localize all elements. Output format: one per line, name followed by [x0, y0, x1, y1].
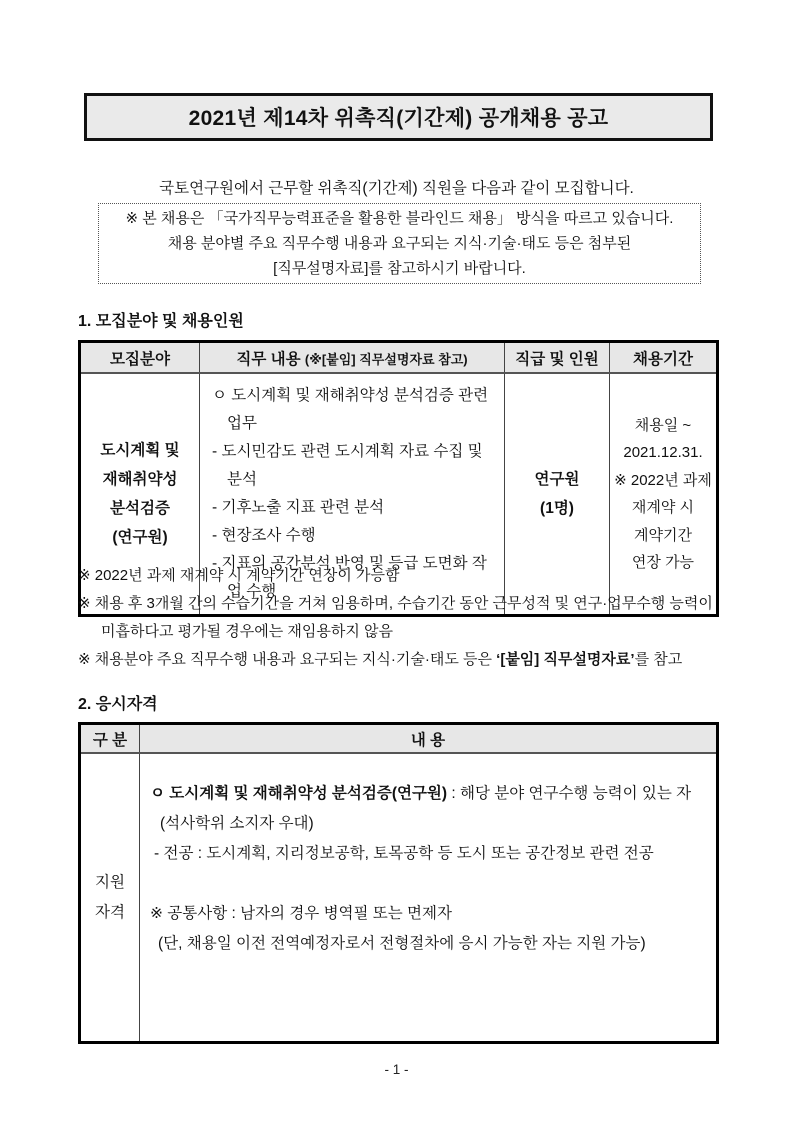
- qualification-item-bold: ㅇ 도시계획 및 재해취약성 분석검증(연구원): [150, 785, 448, 802]
- section2-heading: 2. 응시자격: [78, 696, 158, 713]
- qualification-common: ※ 공통사항 : 남자의 경우 병역필 또는 면제자: [150, 905, 452, 922]
- header-duties: 직무 내용 (※[붙임] 직무설명자료 참고): [200, 342, 505, 374]
- qualification-table-row: [80, 753, 718, 1043]
- period-line: 채용일 ~: [634, 416, 692, 434]
- qualification-table-header-row: [80, 724, 718, 754]
- section1-notes: [78, 562, 720, 674]
- duty-line: - 현장조사 수행: [212, 527, 316, 544]
- note-job-description: ※ 채용분야 주요 직무수행 내용과 요구되는 지식·기술·태도 등은 ‘[붙임] 직무설명자료’를 참고: [78, 651, 683, 668]
- period-line: 연장 가능: [631, 554, 695, 571]
- notice-line: 채용 분야별 주요 직무수행 내용과 요구되는 지식·기술·태도 등은 첨부된: [167, 235, 632, 252]
- header-field: 모집분야: [80, 342, 200, 374]
- section1-heading: 1. 모집분야 및 채용인원: [78, 313, 244, 330]
- notice-line: [직무설명자료]를 참고하시기 바랍니다.: [273, 260, 526, 277]
- label-line: 지원: [95, 873, 125, 891]
- label-line: 자격: [95, 903, 125, 921]
- notice-line: ※ 본 채용은 「국가직무능력표준을 활용한 블라인드 채용」 방식을 따르고 있습니다.: [125, 210, 674, 227]
- duty-line: - 기후노출 지표 관련 분석: [212, 499, 385, 516]
- header-category: 구 분: [80, 724, 140, 754]
- qualification-table: [78, 722, 719, 1044]
- title-box: [84, 93, 713, 141]
- qualification-label-cell: [80, 753, 140, 1043]
- recruitment-table-header-row: [80, 342, 718, 374]
- field-line: 도시계획 및: [100, 442, 180, 459]
- period-line: 계약기간: [634, 526, 692, 544]
- qualification-item: ㅇ 도시계획 및 재해취약성 분석검증(연구원) : 해당 분야 연구수행 능력이 있는 자: [150, 785, 692, 802]
- duty-line: ㅇ 도시계획 및 재해취약성 분석검증 관련 업무: [212, 387, 489, 432]
- note-contract-extension: ※ 2022년 과제 재계약 시 계약기간 연장이 가능함: [78, 567, 400, 584]
- header-duties-sub: (※[붙임] 직무설명자료 참고): [304, 351, 468, 367]
- qualification-content-cell: [140, 753, 718, 1043]
- qualification-common-sub: (단, 채용일 이전 전역예정자로서 전형절차에 응시 가능한 자는 지원 가능): [158, 935, 646, 952]
- qualification-item-sub: (석사학위 소지자 우대): [160, 815, 314, 832]
- notice-box: [98, 203, 701, 284]
- field-line: (연구원): [112, 529, 168, 546]
- position-line: (1명): [540, 500, 574, 517]
- document-title: 2021년 제14차 위촉직(기간제) 공개채용 공고: [188, 107, 609, 130]
- field-line: 재해취약성: [102, 471, 178, 488]
- field-line: 분석검증: [110, 500, 170, 517]
- header-content: 내 용: [140, 724, 718, 754]
- header-period: 채용기간: [610, 342, 718, 374]
- period-line: 2021.12.31.: [623, 444, 703, 461]
- header-position: 직급 및 인원: [505, 342, 610, 374]
- period-line: 재계약 시: [631, 499, 695, 516]
- note-job-description-bold: ‘[붙임] 직무설명자료’: [496, 651, 635, 668]
- period-line: ※ 2022년 과제: [614, 471, 712, 489]
- duty-line: - 지표의 공간분석 반영 및 등급 도면화 작업 수행: [212, 555, 487, 600]
- page-number: - 1 -: [384, 1062, 409, 1077]
- intro-text: 국토연구원에서 근무할 위촉직(기간제) 직원을 다음과 같이 모집합니다.: [159, 180, 634, 197]
- position-line: 연구원: [534, 471, 580, 488]
- duty-line: - 도시민감도 관련 도시계획 자료 수집 및 분석: [212, 443, 483, 488]
- qualification-major: - 전공 : 도시계획, 지리정보공학, 토목공학 등 도시 또는 공간정보 관련 전공: [154, 845, 654, 862]
- note-probation: ※ 채용 후 3개월 간의 수습기간을 거쳐 임용하며, 수습기간 동안 근무성적 및 연구·업무수행 능력이 미흡하다고 평가될 경우에는 재임용하지 않음: [78, 595, 713, 640]
